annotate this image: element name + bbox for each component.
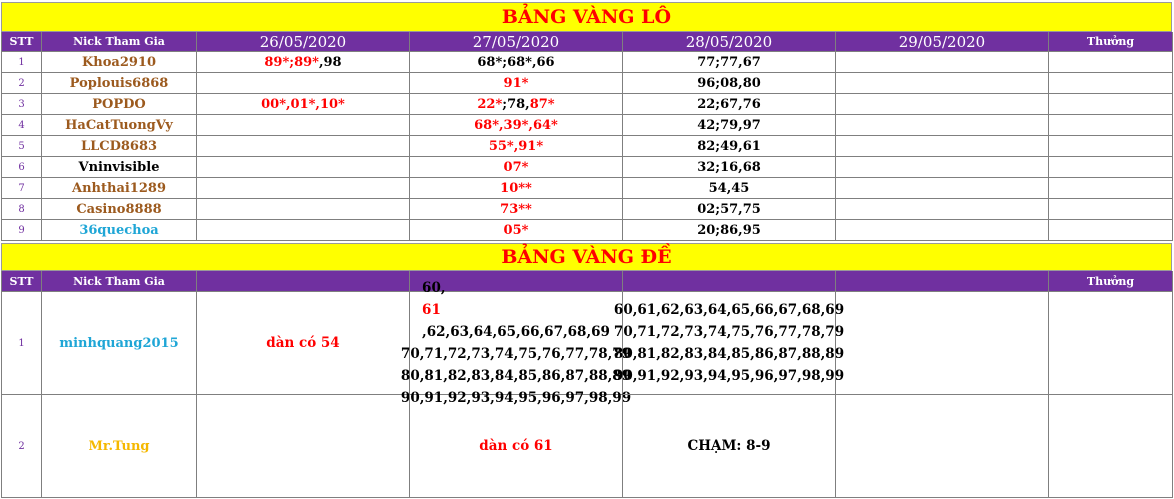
row-stt: [1, 178, 42, 199]
row-nick: [42, 199, 197, 220]
cell-text: 5: [18, 140, 25, 152]
row-27-05: [410, 178, 623, 199]
row-reward: [1049, 220, 1173, 241]
row-reward: [1049, 94, 1173, 115]
row-stt: [1, 220, 42, 241]
row-stt: [1, 157, 42, 178]
cell-text: 26/05/2020: [259, 32, 347, 51]
cell-text: 68*;68*,66: [477, 54, 555, 70]
cell-text: CHẠM: 8-9: [687, 438, 771, 454]
cell-line: [266, 332, 339, 354]
cell-text: 82;49,61: [697, 138, 761, 154]
cell-text: Anhthai1289: [72, 180, 166, 196]
row-28-05: [623, 178, 836, 199]
row-reward: [1049, 52, 1173, 73]
row-27-05: [410, 199, 623, 220]
cell-text: dàn có 61: [479, 438, 553, 454]
row-nick: [42, 52, 197, 73]
row-stt: [1, 115, 42, 136]
de-row-cell: [197, 395, 410, 498]
row-nick: [42, 94, 197, 115]
cell-text: Casino8888: [76, 201, 162, 217]
cell-line: [479, 435, 552, 457]
cell-text: 36quechoa: [79, 222, 159, 238]
cell-text: 32;16,68: [697, 159, 761, 175]
cell-text: 1: [18, 56, 25, 68]
cell-text: 90,91,92,93,94,95,96,97,98,99: [613, 368, 845, 384]
de-header-blank: [623, 271, 836, 292]
row-reward: [1049, 136, 1173, 157]
cell-line: [401, 365, 631, 387]
row-28-05: [623, 199, 836, 220]
row-26-05: [197, 178, 410, 199]
de-row-nick: [42, 395, 197, 498]
header-reward: [1049, 32, 1173, 52]
de-row-reward: [1049, 292, 1173, 395]
cell-text: 55*,91*: [488, 138, 544, 154]
cell-text: Nick Tham Gia: [73, 35, 165, 48]
row-reward: [1049, 199, 1173, 220]
header-date: [410, 32, 623, 52]
de-row-stt: [1, 292, 42, 395]
row-28-05: [623, 220, 836, 241]
row-27-05: [410, 136, 623, 157]
cell-text: POPDO: [92, 96, 146, 112]
cell-line: [614, 299, 844, 321]
row-29-05: [836, 199, 1049, 220]
cell-text: HaCatTuongVy: [65, 117, 173, 133]
cell-text: 73**: [500, 201, 532, 217]
row-26-05: [197, 136, 410, 157]
cell-line: [614, 321, 844, 343]
de-header-blank: [197, 271, 410, 292]
cell-text: Thưởng: [1086, 35, 1135, 48]
cell-text: Nick Tham Gia: [73, 274, 165, 288]
row-26-05: [197, 52, 410, 73]
de-header-nick: [42, 271, 197, 292]
de-row-reward: [1049, 395, 1173, 498]
row-29-05: [836, 52, 1049, 73]
row-stt: [1, 136, 42, 157]
cell-text: 9: [18, 224, 25, 236]
de-row-stt: [1, 395, 42, 498]
de-row-cell: [197, 292, 410, 395]
cell-text: 7: [18, 182, 25, 194]
row-27-05: [410, 94, 623, 115]
cell-text: 29/05/2020: [898, 32, 986, 51]
row-stt: [1, 199, 42, 220]
row-nick: [42, 73, 197, 94]
cell-text: 1: [18, 337, 25, 349]
cell-text: 4: [18, 119, 25, 131]
de-title: BẢNG VÀNG ĐỀ: [1, 243, 1172, 271]
cell-text: STT: [9, 35, 34, 48]
header-date: [623, 32, 836, 52]
cell-text: 3: [18, 98, 25, 110]
cell-line: [422, 277, 610, 343]
cell-text: 20;86,95: [697, 222, 761, 238]
cell-text: minhquang2015: [59, 335, 179, 351]
de-row-cell: [400, 280, 632, 406]
row-28-05: [623, 52, 836, 73]
de-row-empty: [836, 395, 1049, 498]
cell-text: STT: [9, 274, 34, 288]
cell-text: ,62,63,64,65,66,67,68,69: [422, 324, 610, 340]
row-28-05: [623, 136, 836, 157]
row-28-05: [623, 115, 836, 136]
cell-text: 70,71,72,73,74,75,76,77,78,79: [400, 346, 632, 362]
cell-text: 2: [18, 440, 25, 452]
cell-text: 80,81,82,83,84,85,86,87,88,89: [400, 368, 632, 384]
de-row-nick: [42, 292, 197, 395]
cell-text: Mr.Tung: [88, 438, 150, 454]
row-28-05: [623, 73, 836, 94]
row-26-05: [197, 115, 410, 136]
row-29-05: [836, 157, 1049, 178]
row-stt: [1, 94, 42, 115]
header-stt: [1, 32, 42, 52]
row-26-05: [197, 94, 410, 115]
row-reward: [1049, 115, 1173, 136]
cell-text: 28/05/2020: [685, 32, 773, 51]
row-28-05: [623, 94, 836, 115]
row-27-05: [410, 157, 623, 178]
cell-text: ;78,: [502, 96, 530, 112]
cell-text: 77;77,67: [697, 54, 761, 70]
cell-text: dàn có 54: [266, 335, 340, 351]
cell-text: 22;67,76: [697, 96, 761, 112]
cell-text: 07*: [503, 159, 529, 175]
de-row-cell: [623, 395, 836, 498]
row-29-05: [836, 73, 1049, 94]
row-nick: [42, 157, 197, 178]
header-date: [197, 32, 410, 52]
row-26-05: [197, 220, 410, 241]
cell-text: ,98: [318, 54, 342, 70]
cell-text: 60,: [422, 280, 446, 296]
cell-text: 61: [422, 302, 441, 318]
cell-text: 80,81,82,83,84,85,86,87,88,89: [613, 346, 845, 362]
cell-text: 10**: [500, 180, 532, 196]
cell-text: 54,45: [708, 180, 750, 196]
cell-text: 8: [18, 203, 25, 215]
cell-line: [688, 435, 771, 457]
cell-text: 00*,01*,10*: [261, 96, 345, 112]
cell-line: [614, 365, 844, 387]
row-29-05: [836, 94, 1049, 115]
cell-text: 96;08,80: [697, 75, 761, 91]
cell-text: Khoa2910: [81, 54, 157, 70]
cell-text: 60,61,62,63,64,65,66,67,68,69: [613, 302, 845, 318]
cell-text: 90,91,92,93,94,95,96,97,98,99: [400, 390, 632, 406]
cell-text: 6: [18, 161, 25, 173]
row-27-05: [410, 52, 623, 73]
row-29-05: [836, 220, 1049, 241]
de-row-cell: [410, 395, 623, 498]
row-29-05: [836, 178, 1049, 199]
row-27-05: [410, 73, 623, 94]
row-28-05: [623, 157, 836, 178]
row-nick: [42, 178, 197, 199]
lo-title: BẢNG VÀNG LÔ: [1, 2, 1172, 32]
row-stt: [1, 73, 42, 94]
row-nick: [42, 115, 197, 136]
row-27-05: [410, 115, 623, 136]
cell-text: 70,71,72,73,74,75,76,77,78,79: [613, 324, 845, 340]
row-26-05: [197, 199, 410, 220]
header-date: [836, 32, 1049, 52]
row-26-05: [197, 73, 410, 94]
cell-text: Thưởng: [1086, 274, 1135, 288]
row-nick: [42, 136, 197, 157]
cell-text: 89*;89*: [264, 54, 319, 70]
row-reward: [1049, 73, 1173, 94]
cell-text: 68*,39*,64*: [474, 117, 558, 133]
row-reward: [1049, 178, 1173, 199]
cell-text: 02;57,75: [697, 201, 761, 217]
cell-text: LLCD8683: [80, 138, 158, 154]
cell-text: 22*: [477, 96, 503, 112]
de-header-stt: [1, 271, 42, 292]
de-header-blank: [836, 271, 1049, 292]
de-header-reward: [1049, 271, 1173, 292]
cell-text: 2: [18, 77, 25, 89]
row-29-05: [836, 136, 1049, 157]
row-26-05: [197, 157, 410, 178]
cell-text: 27/05/2020: [472, 32, 560, 51]
cell-line: [614, 343, 844, 365]
cell-text: 42;79,97: [697, 117, 761, 133]
cell-text: Vninvisible: [78, 159, 160, 175]
cell-text: 05*: [503, 222, 529, 238]
cell-text: Poplouis6868: [69, 75, 169, 91]
header-nick: [42, 32, 197, 52]
cell-text: 87*: [529, 96, 555, 112]
de-row-empty: [836, 292, 1049, 395]
row-27-05: [410, 220, 623, 241]
row-29-05: [836, 115, 1049, 136]
row-nick: [42, 220, 197, 241]
row-stt: [1, 52, 42, 73]
de-row-cell: [613, 292, 845, 395]
row-reward: [1049, 157, 1173, 178]
cell-line: [401, 343, 631, 365]
cell-text: 91*: [503, 75, 529, 91]
